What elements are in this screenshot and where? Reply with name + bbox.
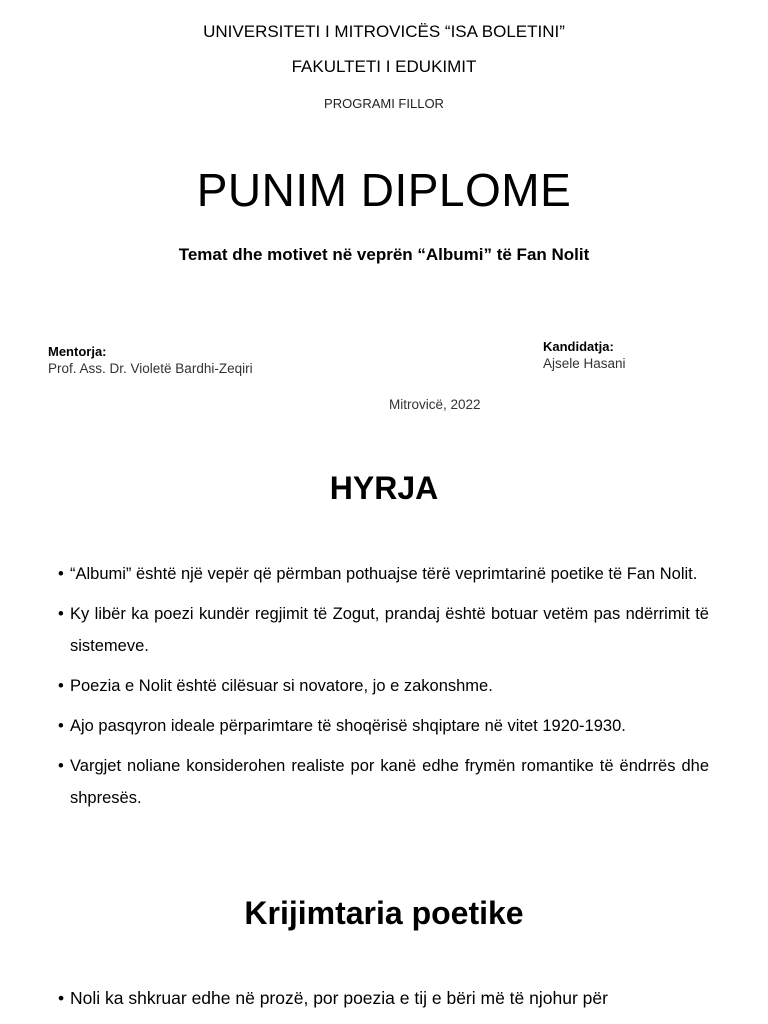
list-item	[58, 558, 709, 590]
list-item	[58, 670, 709, 702]
bullet-icon: •	[58, 988, 65, 1008]
bullet-icon: •	[58, 717, 64, 735]
list-item-text: Ky libër ka poezi kundër regjimit të Zogut, prandaj është botuar vetëm pas ndërrimit të sistemeve.	[70, 605, 709, 655]
program-name: PROGRAMI FILLOR	[324, 96, 444, 111]
list-item-text: Vargjet noliane konsiderohen realiste por kanë edhe frymën romantike të ëndrrës dhe shpresës.	[70, 757, 709, 807]
list-item-text: Ajo pasqyron ideale përparimtare të shoqërisë shqiptare në vitet 1920-1930.	[70, 717, 626, 735]
list-item	[58, 750, 709, 814]
list-item-text: “Albumi” është një vepër që përmban pothuajse tërë veprimtarinë poetike të Fan Nolit.	[70, 565, 698, 583]
place-date: Mitrovicë, 2022	[389, 397, 481, 412]
bullet-icon: •	[58, 677, 64, 695]
bullet-list-krijimtaria	[58, 982, 709, 1022]
list-item	[58, 598, 709, 662]
bullet-icon: •	[58, 605, 64, 623]
mentor-label: Mentorja:	[48, 344, 107, 359]
faculty-name: FAKULTETI I EDUKIMIT	[291, 57, 477, 76]
section-heading-hyrja: HYRJA	[329, 470, 439, 506]
document-subtitle: Temat dhe motivet në veprën “Albumi” të Fan Nolit	[178, 245, 590, 264]
list-item	[58, 982, 709, 1014]
section-heading-krijimtaria: Krijimtaria poetike	[244, 895, 524, 931]
candidate-label: Kandidatja:	[543, 339, 614, 354]
bullet-icon: •	[58, 757, 64, 775]
candidate-name: Ajsele Hasani	[543, 356, 626, 371]
bullet-list-hyrja	[58, 558, 709, 822]
list-item	[58, 710, 709, 742]
university-name: UNIVERSITETI I MITROVICËS “ISA BOLETINI”	[203, 22, 565, 41]
bullet-icon: •	[58, 565, 64, 583]
list-item-text: Poezia e Nolit është cilësuar si novatore, jo e zakonshme.	[70, 677, 493, 695]
document-title: PUNIM DIPLOME	[196, 164, 572, 216]
mentor-name: Prof. Ass. Dr. Violetë Bardhi-Zeqiri	[48, 361, 253, 376]
list-item-text: Noli ka shkruar edhe në prozë, por poezia e tij e bëri më të njohur për	[70, 988, 608, 1008]
